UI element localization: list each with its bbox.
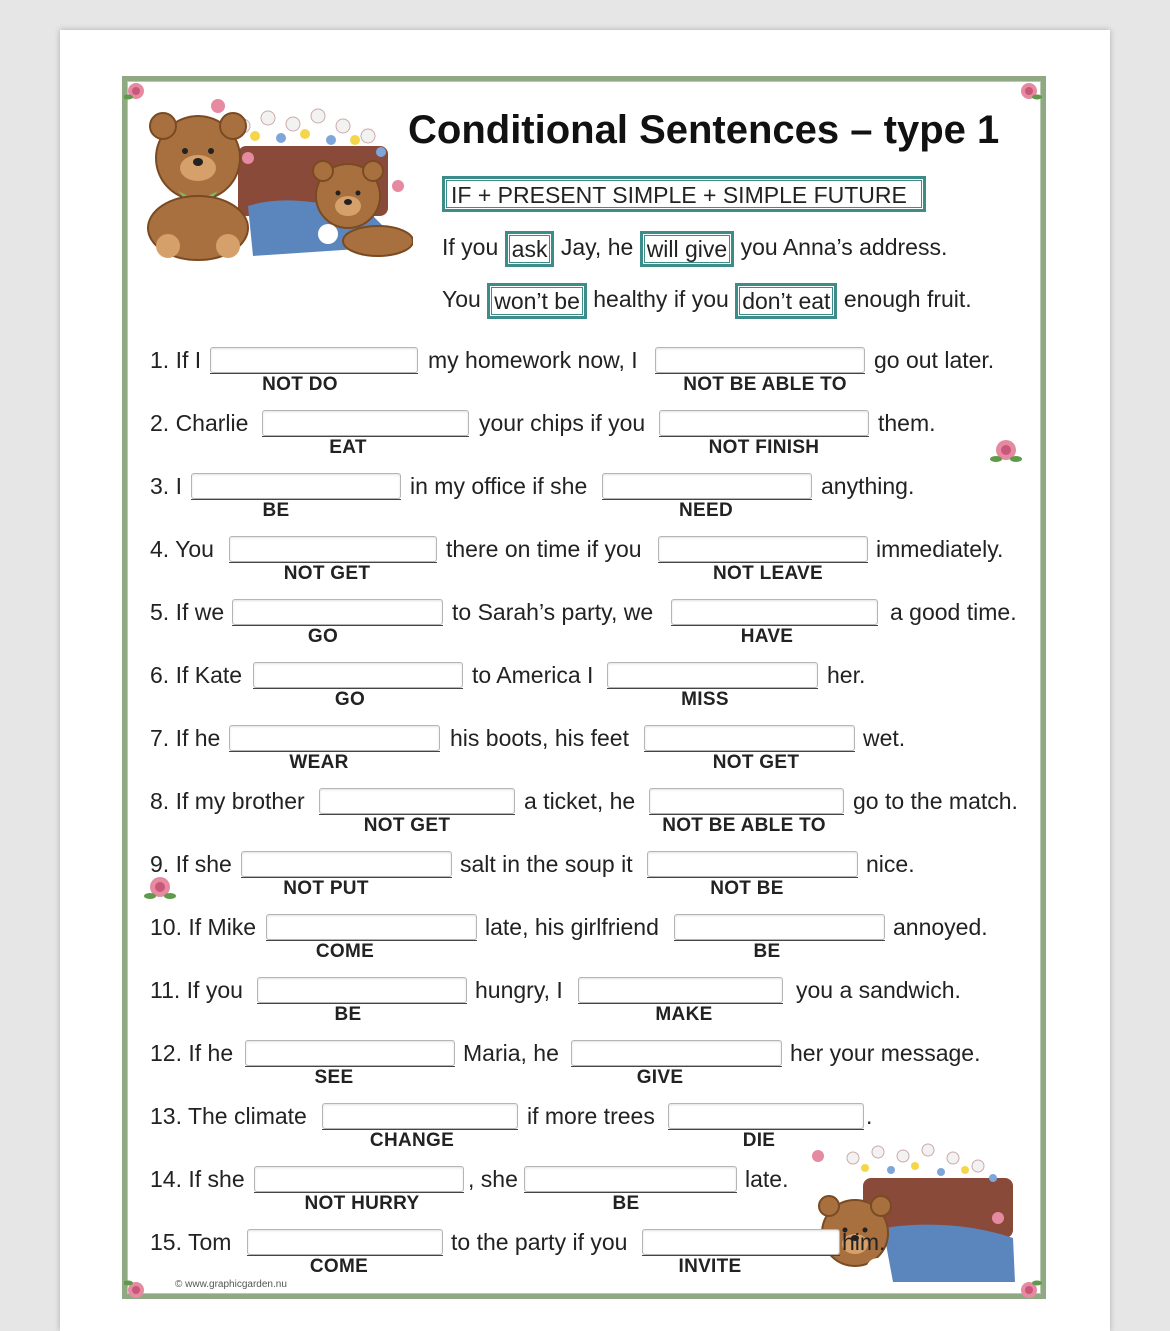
highlighted-verb: will give — [644, 235, 731, 263]
exercise-end-text: nice. — [866, 851, 915, 877]
answer-input-2[interactable] — [642, 1229, 840, 1255]
verb-prompt-1: NOT GET — [363, 815, 451, 836]
answer-input-1[interactable] — [262, 410, 469, 436]
exercise-lead-text: 8. If my brother — [150, 788, 305, 814]
highlight-box — [735, 283, 837, 319]
exercise-lead-text: 12. If he — [150, 1040, 234, 1066]
highlighted-verb: don’t eat — [739, 287, 833, 315]
answer-input-2[interactable] — [674, 914, 885, 940]
exercise-end-text: her. — [827, 662, 866, 688]
highlighted-verb: won’t be — [491, 287, 583, 315]
verb-prompt-2: BE — [612, 1193, 640, 1214]
highlight-box — [505, 231, 555, 267]
verb-prompt-2: HAVE — [740, 626, 794, 647]
exercise-lead-text: 1. If I — [150, 347, 202, 373]
highlight-box — [640, 231, 735, 267]
exercise-end-text: immediately. — [876, 536, 1004, 562]
verb-prompt-1: EAT — [329, 437, 367, 458]
verb-prompt-2: DIE — [742, 1130, 776, 1151]
verb-prompt-2: MISS — [681, 689, 729, 710]
highlight-box — [487, 283, 587, 319]
answer-input-2[interactable] — [655, 347, 865, 373]
answer-input-1[interactable] — [241, 851, 452, 877]
copyright-text: © www.graphicgarden.nu — [175, 1279, 287, 1290]
verb-prompt-1: COME — [315, 941, 375, 962]
verb-prompt-1: WEAR — [289, 752, 349, 773]
verb-prompt-2: INVITE — [678, 1256, 742, 1277]
exercise-middle-text: if more trees — [527, 1103, 655, 1129]
exercise-end-text: you a sandwich. — [796, 977, 961, 1003]
answer-input-1[interactable] — [322, 1103, 518, 1129]
answer-input-1[interactable] — [247, 1229, 443, 1255]
exercise-middle-text: a ticket, he — [524, 788, 636, 814]
exercise-end-text: . — [866, 1103, 873, 1129]
answer-input-2[interactable] — [647, 851, 858, 877]
answer-input-2[interactable] — [524, 1166, 737, 1192]
verb-prompt-1: BE — [334, 1004, 362, 1025]
answer-input-1[interactable] — [245, 1040, 455, 1066]
exercise-middle-text: in my office if she — [410, 473, 588, 499]
exercise-lead-text: 14. If she — [150, 1166, 245, 1192]
answer-input-1[interactable] — [266, 914, 477, 940]
answer-input-2[interactable] — [668, 1103, 864, 1129]
exercise-end-text: annoyed. — [893, 914, 988, 940]
exercise-lead-text: 3. I — [150, 473, 182, 499]
exercise-middle-text: to America I — [472, 662, 594, 688]
example-sentence-2 — [442, 280, 972, 319]
answer-input-1[interactable] — [229, 725, 440, 751]
exercise-middle-text: Maria, he — [463, 1040, 559, 1066]
exercise-middle-text: my homework now, I — [428, 347, 638, 373]
verb-prompt-1: NOT GET — [283, 563, 371, 584]
verb-prompt-1: CHANGE — [369, 1130, 455, 1151]
verb-prompt-1: NOT HURRY — [304, 1193, 420, 1214]
example-text: Jay, he — [554, 234, 640, 260]
exercise-end-text: go to the match. — [853, 788, 1018, 814]
exercise-end-text: them. — [878, 410, 936, 436]
exercise-lead-text: 2. Charlie — [150, 410, 249, 436]
verb-prompt-2: GIVE — [636, 1067, 684, 1088]
answer-input-2[interactable] — [602, 473, 812, 499]
verb-prompt-1: GO — [307, 626, 339, 647]
answer-input-2[interactable] — [578, 977, 783, 1003]
exercise-middle-text: to Sarah’s party, we — [452, 599, 654, 625]
example-sentence-1 — [442, 228, 947, 267]
exercise-lead-text: 13. The climate — [150, 1103, 307, 1129]
exercise-lead-text: 4. You — [150, 536, 214, 562]
exercise-middle-text: late, his girlfriend — [485, 914, 659, 940]
rose-icon — [990, 436, 1022, 466]
exercise-middle-text: there on time if you — [446, 536, 642, 562]
rose-corner-icon — [1016, 80, 1042, 102]
verb-prompt-1: NOT DO — [262, 374, 338, 395]
verb-prompt-2: NOT BE ABLE TO — [662, 815, 826, 836]
verb-prompt-2: NEED — [679, 500, 733, 521]
exercise-middle-text: hungry, I — [475, 977, 563, 1003]
answer-input-2[interactable] — [644, 725, 855, 751]
highlighted-verb: ask — [509, 235, 551, 263]
teddy-bear-illustration — [793, 1138, 1025, 1284]
answer-input-2[interactable] — [607, 662, 818, 688]
verb-prompt-2: NOT BE — [710, 878, 784, 899]
example-text: you Anna’s address. — [734, 234, 948, 260]
answer-input-1[interactable] — [210, 347, 418, 373]
verb-prompt-1: BE — [262, 500, 290, 521]
verb-prompt-2: NOT LEAVE — [712, 563, 824, 584]
exercise-middle-text: to the party if you — [451, 1229, 628, 1255]
exercise-end-text: go out later. — [874, 347, 995, 373]
exercise-lead-text: 11. If you — [150, 977, 243, 1003]
exercise-lead-text: 6. If Kate — [150, 662, 243, 688]
exercise-lead-text: 7. If he — [150, 725, 221, 751]
verb-prompt-1: NOT PUT — [283, 878, 369, 899]
verb-prompt-1: GO — [334, 689, 366, 710]
example-text: enough fruit. — [837, 286, 972, 312]
answer-input-2[interactable] — [671, 599, 878, 625]
exercise-lead-text: 15. Tom — [150, 1229, 232, 1255]
exercise-lead-text: 9. If she — [150, 851, 232, 877]
answer-input-2[interactable] — [649, 788, 844, 814]
exercise-middle-text: salt in the soup it — [460, 851, 633, 877]
exercise-end-text: her your message. — [790, 1040, 981, 1066]
example-text: healthy if you — [586, 286, 736, 312]
answer-input-2[interactable] — [658, 536, 868, 562]
answer-input-1[interactable] — [253, 662, 463, 688]
verb-prompt-2: BE — [753, 941, 781, 962]
exercise-middle-text: your chips if you — [479, 410, 646, 436]
exercise-middle-text: his boots, his feet — [450, 725, 629, 751]
verb-prompt-2: NOT FINISH — [708, 437, 820, 458]
page-title: Conditional Sentences – type 1 — [408, 108, 1000, 152]
example-text: You — [442, 286, 488, 312]
exercise-end-text: a good time. — [890, 599, 1017, 625]
answer-input-1[interactable] — [191, 473, 401, 499]
teddy-bears-illustration — [143, 96, 413, 266]
formula-text: IF + PRESENT SIMPLE + SIMPLE FUTURE — [446, 180, 922, 208]
answer-input-1[interactable] — [254, 1166, 464, 1192]
verb-prompt-1: COME — [309, 1256, 369, 1277]
verb-prompt-2: NOT GET — [712, 752, 800, 773]
answer-input-2[interactable] — [659, 410, 869, 436]
exercise-lead-text: 5. If we — [150, 599, 225, 625]
rose-corner-icon — [124, 1279, 150, 1301]
answer-input-1[interactable] — [232, 599, 443, 625]
exercise-lead-text: 10. If Mike — [150, 914, 257, 940]
exercise-end-text: him. — [842, 1229, 886, 1255]
formula-box — [442, 176, 926, 212]
answer-input-1[interactable] — [319, 788, 515, 814]
exercise-end-text: late. — [745, 1166, 789, 1192]
verb-prompt-2: NOT BE ABLE TO — [683, 374, 847, 395]
exercise-middle-text: , she — [468, 1166, 518, 1192]
verb-prompt-2: MAKE — [655, 1004, 713, 1025]
example-text: If you — [442, 234, 505, 260]
answer-input-1[interactable] — [257, 977, 467, 1003]
verb-prompt-1: SEE — [314, 1067, 354, 1088]
answer-input-1[interactable] — [229, 536, 437, 562]
exercise-end-text: wet. — [863, 725, 906, 751]
exercise-end-text: anything. — [821, 473, 915, 499]
answer-input-2[interactable] — [571, 1040, 782, 1066]
